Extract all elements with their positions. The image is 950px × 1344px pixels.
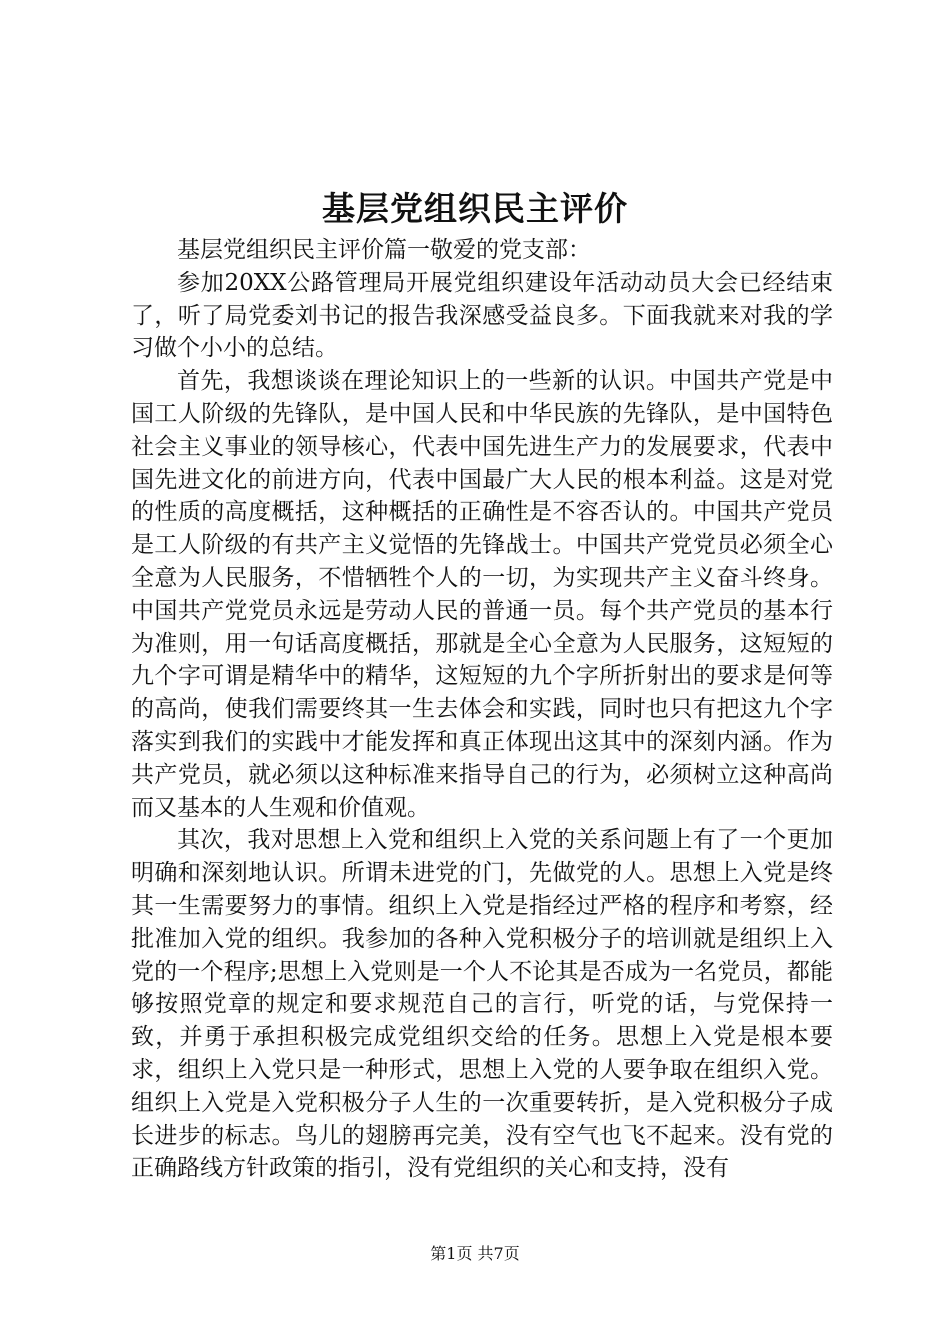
paragraph-first: 首先，我想谈谈在理论知识上的一些新的认识。中国共产党是中国工人阶级的先锋队，是中国人民和中华民族的先锋队，是中国特色社会主义事业的领导核心，代表中国先进生产力的发展要求，代表中国先进文化的前进方向，代表中国最广大人民的根本利益。这是对党的性质的高度概括，这种概括的正确性是不容否认的。中国共产党员是工人阶级的有共产主义觉悟的先锋战士。中国共产党党员必须全心全意为人民服务，不惜牺牲个人的一切，为实现共产主义奋斗终身。中国共产党党员永远是劳动人民的普通一员。每个共产党员的基本行为准则，用一句话高度概括，那就是全心全意为人民服务，这短短的九个字可谓是精华中的精华，这短短的九个字所折射出的要求是何等的高尚，使我们需要终其一生去体会和实践，同时也只有把这九个字落实到我们的实践中才能发挥和真正体现出这其中的深刻内涵。作为共产党员，就必须以这种标准来指导自己的行为，必须树立这种高尚而又基本的人生观和价值观。	[131, 368, 833, 821]
page-number-footer: 第1页 共7页	[430, 1244, 520, 1263]
paragraph-salutation: 基层党组织民主评价篇一敬爱的党支部：	[177, 237, 591, 263]
document-body	[131, 234, 833, 1184]
paragraph-second: 其次，我对思想上入党和组织上入党的关系问题上有了一个更加明确和深刻地认识。所谓未进党的门，先做党的人。思想上入党是终其一生需要努力的事情。组织上入党是指经过严格的程序和考察，经批准加入党的组织。我参加的各种入党积极分子的培训就是组织上入党的一个程序;思想上入党则是一个人不论其是否成为一名党员，都能够按照党章的规定和要求规范自己的言行，听党的话，与党保持一致，并勇于承担积极完成党组织交给的任务。思想上入党是根本要求，组织上入党只是一种形式，思想上入党的人要争取在组织入党。组织上入党是入党积极分子人生的一次重要转折，是入党积极分子成长进步的标志。鸟儿的翅膀再完美，没有空气也飞不起来。没有党的正确路线方针政策的指引，没有党组织的关心和支持，没有	[131, 827, 833, 1182]
paragraph-intro: 参加20XX公路管理局开展党组织建设年活动动员大会已经结束了，听了局党委刘书记的报告我深感受益良多。下面我就来对我的学习做个小小的总结。	[131, 269, 833, 362]
document-title: 基层党组织民主评价	[322, 189, 628, 228]
